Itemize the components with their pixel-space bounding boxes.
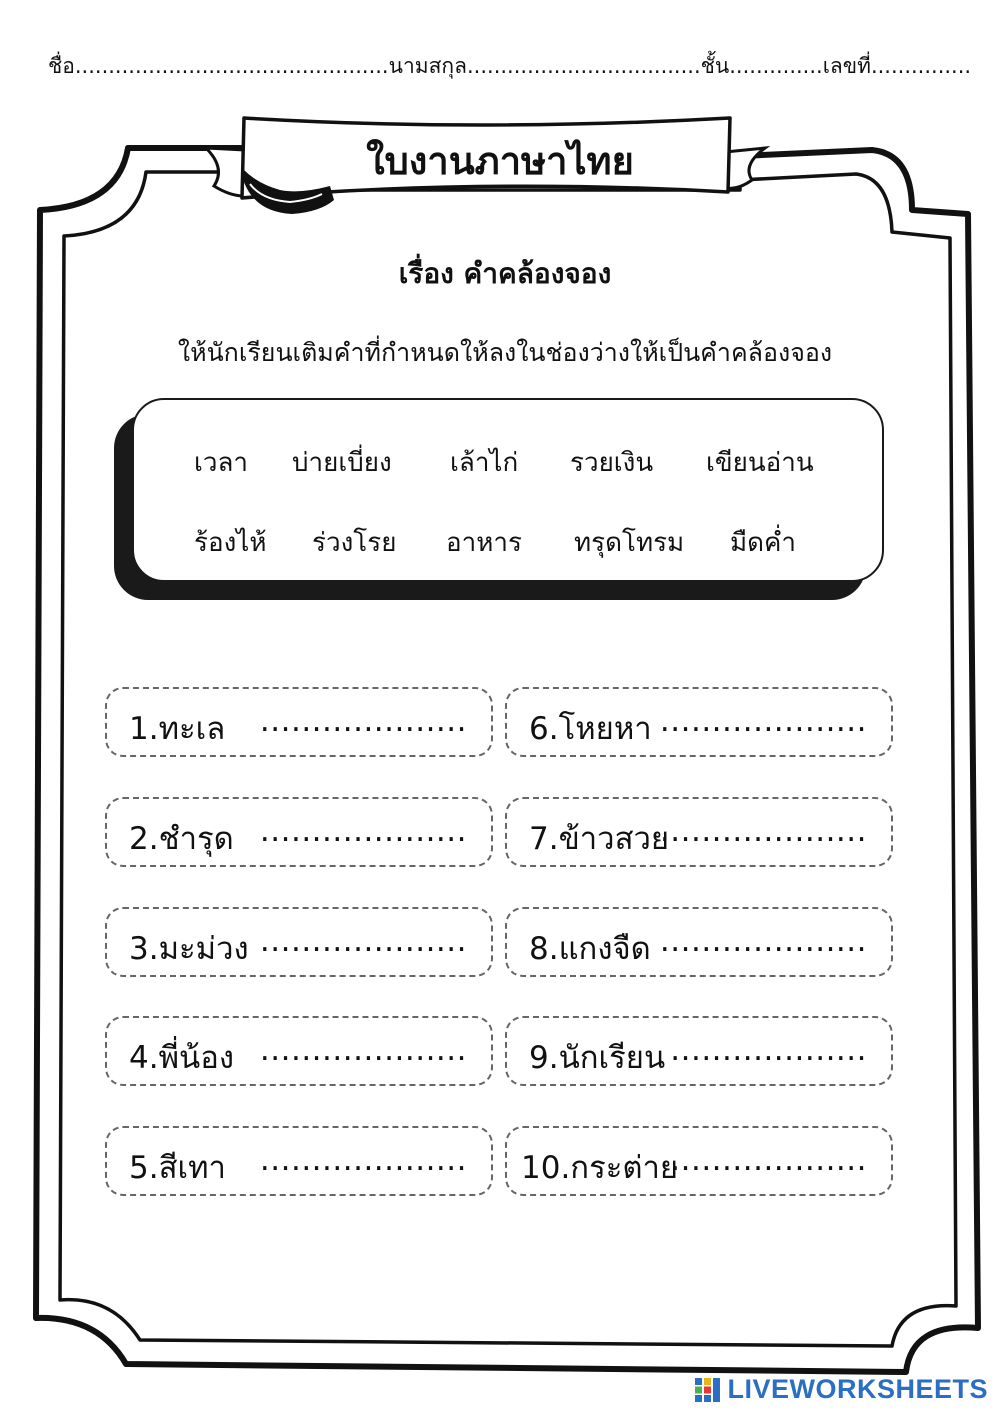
answer-blank[interactable]: .................... [659,923,867,959]
answer-blank[interactable]: .................... [259,1142,467,1178]
question-label: 6.โหยหา [529,711,652,747]
liveworksheets-logo [695,1374,988,1405]
answer-blank[interactable]: .................... [259,1032,467,1068]
word-bank-word: อาหาร [446,528,522,558]
question-box-10[interactable] [505,1126,893,1196]
question-label: 9.นักเรียน [529,1040,666,1076]
question-box-5[interactable] [105,1126,493,1196]
question-box-8[interactable] [505,907,893,977]
question-label: 7.ข้าวสวย [529,821,670,857]
word-bank-word: ร่วงโรย [312,528,397,558]
question-box-4[interactable] [105,1016,493,1086]
word-bank-word: รวยเงิน [570,448,654,478]
question-label: 4.พี่น้อง [129,1040,234,1076]
question-label: 5.สีเทา [129,1150,226,1186]
answer-blank[interactable]: .................... [259,923,467,959]
liveworksheets-text: LIVEWORKSHEETS [727,1374,988,1404]
banner-right-tail [725,148,765,188]
answer-blank[interactable]: ................... [670,1032,867,1068]
question-box-6[interactable] [505,687,893,757]
liveworksheets-icon [695,1378,721,1402]
word-bank-word: ร้องไห้ [194,528,267,558]
word-bank-word: ทรุดโทรม [574,528,685,558]
word-bank-word: เขียนอ่าน [706,448,814,478]
answer-blank[interactable]: .................... [659,813,867,849]
answer-blank[interactable]: .................... [659,703,867,739]
question-label: 8.แกงจืด [529,931,651,967]
worksheet-title: ใบงานภาษาไทย [366,139,634,183]
word-bank-word: มืดค่ำ [730,528,797,558]
word-bank-word: เวลา [194,448,249,478]
answer-blank[interactable]: .................... [259,703,467,739]
question-box-2[interactable] [105,797,493,867]
question-box-3[interactable] [105,907,493,977]
question-label: 2.ชำรุด [129,821,234,857]
question-label: 1.ทะเล [129,711,226,747]
word-bank [132,398,884,582]
question-label: 3.มะม่วง [129,931,249,967]
question-box-9[interactable] [505,1016,893,1086]
answer-blank[interactable]: ................... [670,1142,867,1178]
question-box-7[interactable] [505,797,893,867]
word-bank-word: บ่ายเบี่ยง [292,448,392,478]
answer-blank[interactable]: .................... [259,813,467,849]
question-box-1[interactable] [105,687,493,757]
word-bank-word: เล้าไก่ [450,448,519,478]
worksheet-subtitle: เรื่อง คำคล้องจอง [398,257,612,290]
student-info-line: ชื่อ...............................................นามสกุล...................................ชั้น..............เลขที่............... [48,54,972,78]
instruction-text: ให้นักเรียนเติมคำที่กำหนดให้ลงในช่องว่างให้เป็นคำคล้องจอง [177,338,833,367]
question-label: 10.กระต่าย [521,1150,679,1186]
